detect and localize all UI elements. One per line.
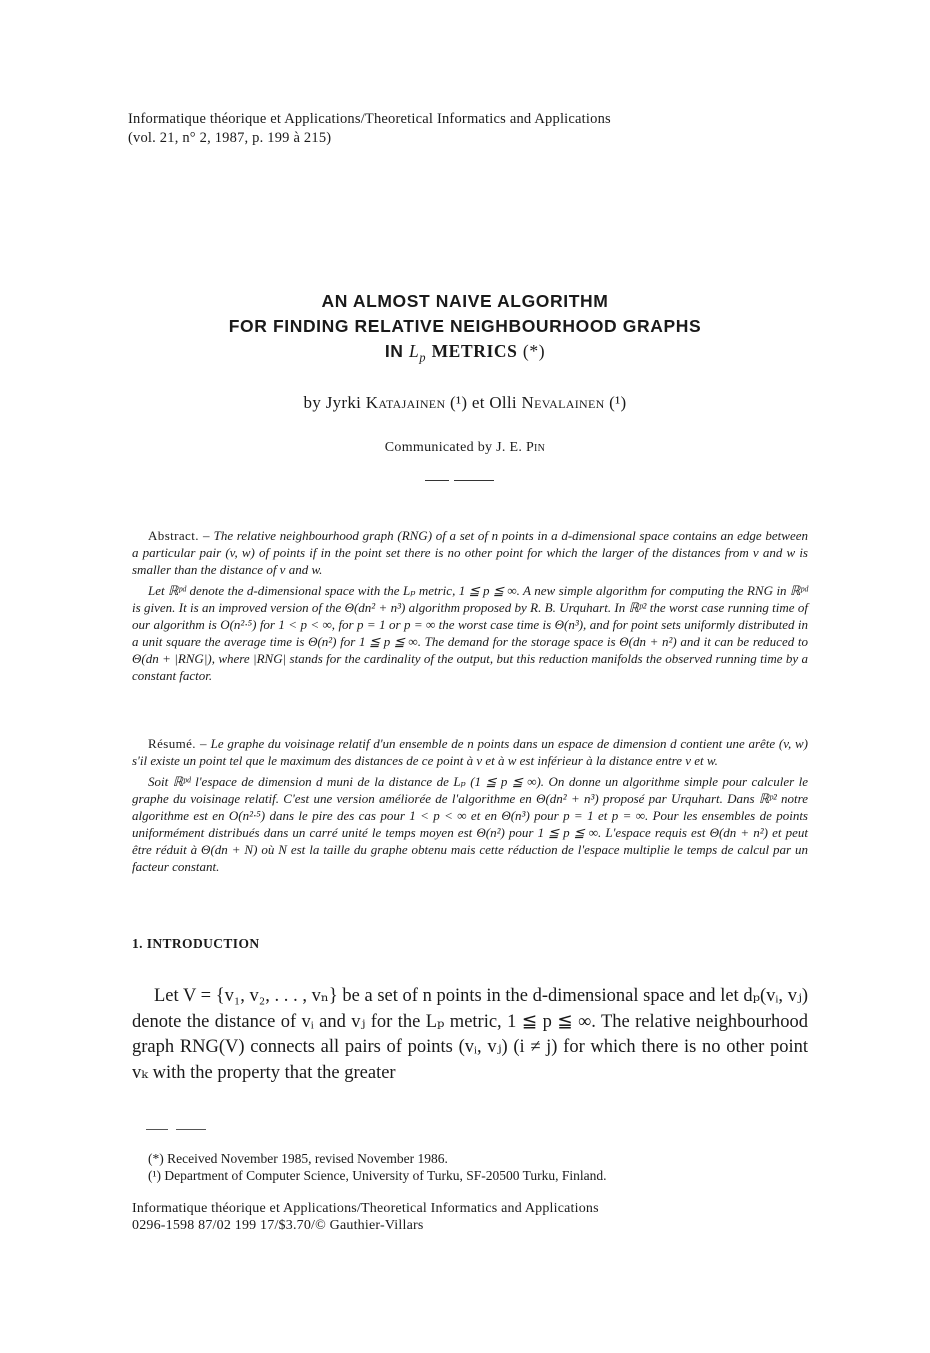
- abstract-para-2: Let ℝᵖᵈ denote the d-dimensional space with the Lₚ metric, 1 ≦ p ≦ ∞. A new simple algorithm for computing the RNG in ℝᵖᵈ is given. It is an improved version of the Θ(dn² + n³) algorithm proposed by R. B. Urquhart. In ℝᵖ² the worst case running time of our algorithm is O(n²·⁵) for 1 < p < ∞, for p = 1 or p = ∞ the worst case time is Θ(n³), and for point sets uniformly distributed in a unit square the average time is Θ(n²) for 1 ≦ p ≦ ∞. The demand for the storage space is Θ(dn + n²) and it can be reduced to Θ(dn + |RNG|), where |RNG| stands for the cardinality of the output, but this reduction manifolds the observed running time by a constant factor.: [132, 583, 808, 683]
- author-1-first: Jyrki: [325, 393, 362, 412]
- page-footer: [132, 1200, 599, 1234]
- title-line-3-prefix: IN: [384, 341, 404, 361]
- intro-body: [132, 984, 808, 1086]
- resume-label: Résumé. –: [148, 736, 207, 751]
- title-metric-var: L: [409, 341, 420, 361]
- resume-para-1: Le graphe du voisinage relatif d'un ensemble de n points dans un espace de dimension d contient une arête (v, w) s'il existe un point tel que le maximum des distances de ce point à v et à w est inférieur à la distance entre v et w.: [132, 736, 809, 768]
- author-2-last: Nevalainen: [521, 393, 605, 412]
- communicated-by: [0, 440, 930, 456]
- footnote-separator-left: [146, 1129, 168, 1130]
- abstract-label: Abstract. –: [148, 528, 210, 543]
- title-note-marker: (*): [522, 341, 546, 361]
- author-1-last: Katajainen: [365, 393, 446, 412]
- footnote-separator-right: [176, 1129, 206, 1130]
- footer-journal: Informatique théorique et Applications/Theoretical Informatics and Applications: [132, 1201, 599, 1216]
- authors-conjunction: et: [471, 393, 485, 412]
- journal-volume-line: (vol. 21, n° 2, 1987, p. 199 à 215): [128, 130, 332, 146]
- paper-title: [0, 289, 930, 371]
- abstract-para-1: The relative neighbourhood graph (RNG) of a set of n points in a d-dimensional space contains an edge between a particular pair (v, w) of points if in the point set there is no other point for which the larger of the distances from v and w is smaller than the distance of v and w.: [132, 528, 808, 577]
- footnotes: [148, 1150, 607, 1184]
- title-separator-left: [425, 480, 449, 481]
- author-1-note: (¹): [449, 393, 468, 412]
- title-line-3-suffix: METRICS: [431, 341, 518, 361]
- section-heading: 1. INTRODUCTION: [132, 936, 260, 951]
- abstract: [132, 527, 808, 688]
- footnote-received: (*) Received November 1985, revised November 1986.: [148, 1151, 448, 1166]
- resume: [132, 735, 808, 879]
- author-2-first: Olli: [489, 393, 517, 412]
- footnote-affiliation: (¹) Department of Computer Science, University of Turku, SF-20500 Turku, Finland.: [148, 1168, 607, 1183]
- journal-header: [128, 110, 611, 148]
- authors: [0, 393, 930, 413]
- communicated-name: Pin: [525, 440, 546, 455]
- title-line-2: FOR FINDING RELATIVE NEIGHBOURHOOD GRAPHS: [228, 316, 702, 336]
- intro-paragraph: Let V = {v₁, v₂, . . . , vₙ} be a set of n points in the d-dimensional space and let dₚ(vᵢ, vⱼ) denote the distance of vᵢ and vⱼ for the Lₚ metric, 1 ≦ p ≦ ∞. The relative neighbourhood graph RNG(V) connects all pairs of points (vᵢ, vⱼ) (i ≠ j) for which there is no other point vₖ with the property that the greater: [132, 986, 808, 1083]
- resume-para-2: Soit ℝᵖᵈ l'espace de dimension d muni de la distance de Lₚ (1 ≦ p ≦ ∞). On donne un algorithme simple pour calculer le graphe du voisinage relatif. C'est une version améliorée de l'algorithme en Θ(dn² + n³) proposé par Urquhart. Dans ℝᵖ² notre algorithme est en O(n²·⁵) dans le pire des cas pour 1 < p < ∞ et en Θ(n³) pour p = 1 et p = ∞. Pour les ensembles de points uniformément distribués dans un carré unité le temps moyen est Θ(n²) pour 1 ≦ p ≦ ∞. L'espace requis est Θ(dn + n²) et peut être réduit à Θ(dn + N) où N est la taille du graphe obtenu mais cette réduction de l'espace multiplie le temps de calcul par un facteur constant.: [132, 774, 808, 874]
- communicated-text: Communicated by J. E.: [384, 440, 523, 455]
- title-separator-right: [454, 480, 494, 481]
- title-line-1: AN ALMOST NAIVE ALGORITHM: [321, 291, 609, 311]
- title-metric-sub: p: [419, 350, 427, 365]
- authors-by: by: [303, 393, 322, 412]
- journal-title-line: Informatique théorique et Applications/Theoretical Informatics and Applications: [128, 111, 611, 127]
- author-2-note: (¹): [609, 393, 627, 412]
- footer-issn: 0296-1598 87/02 199 17/$3.70/© Gauthier-Villars: [132, 1218, 424, 1233]
- title-line-3: [0, 339, 930, 371]
